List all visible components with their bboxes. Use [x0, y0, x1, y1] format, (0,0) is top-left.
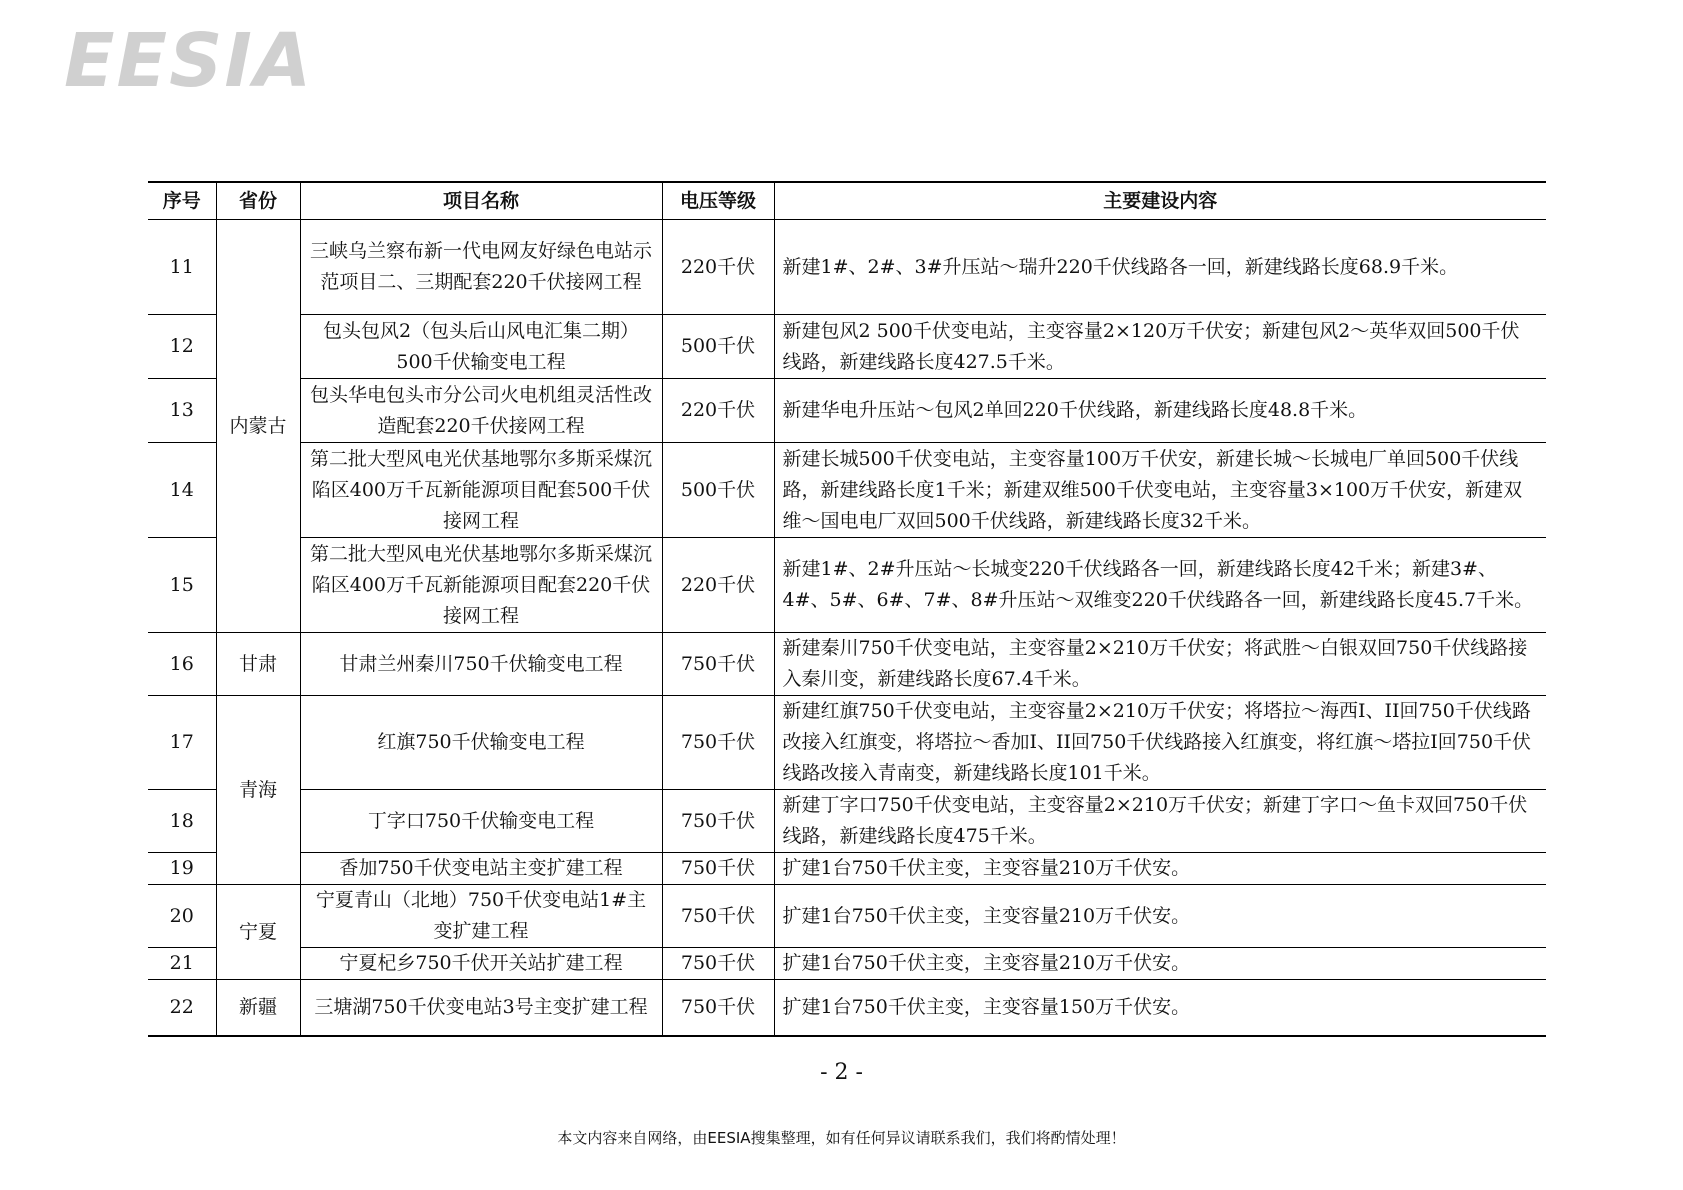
construction-content: 扩建1台750千伏主变，主变容量210万千伏安。	[774, 885, 1546, 948]
row-no: 21	[148, 948, 216, 980]
construction-content: 新建1#、2#升压站～长城变220千伏线路各一回，新建线路长度42千米；新建3#、4#、5#、6#、7#、8#升压站～双维变220千伏线路各一回，新建线路长度45.7千米。	[774, 538, 1546, 633]
header-project-name: 项目名称	[300, 182, 662, 220]
project-name: 包头华电包头市分公司火电机组灵活性改造配套220千伏接网工程	[300, 379, 662, 443]
province-cell: 宁夏	[216, 885, 300, 980]
row-no: 13	[148, 379, 216, 443]
row-no: 19	[148, 853, 216, 885]
page-number: - 2 -	[820, 1060, 863, 1085]
table-row	[148, 948, 1546, 980]
table-row	[148, 443, 1546, 538]
construction-content: 新建长城500千伏变电站，主变容量100万千伏安，新建长城～长城电厂单回500千伏线路，新建线路长度1千米；新建双维500千伏变电站，主变容量3×100万千伏安，新建双维～国电电厂双回500千伏线路，新建线路长度32千米。	[774, 443, 1546, 538]
construction-content: 扩建1台750千伏主变，主变容量210万千伏安。	[774, 948, 1546, 980]
table-row	[148, 885, 1546, 948]
project-name: 第二批大型风电光伏基地鄂尔多斯采煤沉陷区400万千瓦新能源项目配套220千伏接网工程	[300, 538, 662, 633]
table-row	[148, 790, 1546, 853]
construction-content: 新建华电升压站～包风2单回220千伏线路，新建线路长度48.8千米。	[774, 379, 1546, 443]
voltage-level: 220千伏	[662, 538, 774, 633]
row-no: 16	[148, 633, 216, 696]
row-no: 18	[148, 790, 216, 853]
table-row	[148, 980, 1546, 1036]
table-row	[148, 853, 1546, 885]
table-row	[148, 220, 1546, 315]
voltage-level: 750千伏	[662, 853, 774, 885]
project-name: 第二批大型风电光伏基地鄂尔多斯采煤沉陷区400万千瓦新能源项目配套500千伏接网工程	[300, 443, 662, 538]
province-cell: 内蒙古	[216, 220, 300, 633]
row-no: 17	[148, 696, 216, 790]
table-row	[148, 538, 1546, 633]
project-name: 包头包风2（包头后山风电汇集二期）500千伏输变电工程	[300, 315, 662, 379]
project-name: 香加750千伏变电站主变扩建工程	[300, 853, 662, 885]
header-province: 省份	[216, 182, 300, 220]
table-row	[148, 379, 1546, 443]
voltage-level: 750千伏	[662, 696, 774, 790]
row-no: 20	[148, 885, 216, 948]
construction-content: 新建红旗750千伏变电站，主变容量2×210万千伏安；将塔拉～海西I、II回750千伏线路改接入红旗变，将塔拉～香加I、II回750千伏线路接入红旗变，将红旗～塔拉I回750千伏线路改接入青南变，新建线路长度101千米。	[774, 696, 1546, 790]
construction-content: 新建包风2 500千伏变电站，主变容量2×120万千伏安；新建包风2～英华双回500千伏线路，新建线路长度427.5千米。	[774, 315, 1546, 379]
construction-content: 扩建1台750千伏主变，主变容量210万千伏安。	[774, 853, 1546, 885]
table-row	[148, 315, 1546, 379]
voltage-level: 500千伏	[662, 315, 774, 379]
table-row	[148, 633, 1546, 696]
table-header-row	[148, 182, 1546, 220]
project-name: 宁夏青山（北地）750千伏变电站1#主变扩建工程	[300, 885, 662, 948]
header-no: 序号	[148, 182, 216, 220]
footer-note: 本文内容来自网络，由EESIA搜集整理，如有任何异议请联系我们，我们将酌情处理！	[557, 1129, 1126, 1147]
voltage-level: 500千伏	[662, 443, 774, 538]
project-name: 宁夏杞乡750千伏开关站扩建工程	[300, 948, 662, 980]
row-no: 14	[148, 443, 216, 538]
table-row	[148, 696, 1546, 790]
province-cell: 甘肃	[216, 633, 300, 696]
header-voltage: 电压等级	[662, 182, 774, 220]
project-name: 三峡乌兰察布新一代电网友好绿色电站示范项目二、三期配套220千伏接网工程	[300, 220, 662, 315]
project-name: 甘肃兰州秦川750千伏输变电工程	[300, 633, 662, 696]
construction-content: 新建秦川750千伏变电站，主变容量2×210万千伏安；将武胜～白银双回750千伏线路接入秦川变，新建线路长度67.4千米。	[774, 633, 1546, 696]
project-name: 丁字口750千伏输变电工程	[300, 790, 662, 853]
province-cell: 新疆	[216, 980, 300, 1036]
voltage-level: 750千伏	[662, 885, 774, 948]
province-cell: 青海	[216, 696, 300, 885]
construction-content: 新建1#、2#、3#升压站～瑞升220千伏线路各一回，新建线路长度68.9千米。	[774, 220, 1546, 315]
project-table	[148, 181, 1546, 1037]
construction-content: 新建丁字口750千伏变电站，主变容量2×210万千伏安；新建丁字口～鱼卡双回750千伏线路，新建线路长度475千米。	[774, 790, 1546, 853]
voltage-level: 750千伏	[662, 980, 774, 1036]
header-content: 主要建设内容	[774, 182, 1546, 220]
voltage-level: 750千伏	[662, 633, 774, 696]
voltage-level: 750千伏	[662, 790, 774, 853]
row-no: 22	[148, 980, 216, 1036]
row-no: 11	[148, 220, 216, 315]
project-name: 红旗750千伏输变电工程	[300, 696, 662, 790]
voltage-level: 750千伏	[662, 948, 774, 980]
row-no: 12	[148, 315, 216, 379]
row-no: 15	[148, 538, 216, 633]
project-name: 三塘湖750千伏变电站3号主变扩建工程	[300, 980, 662, 1036]
voltage-level: 220千伏	[662, 379, 774, 443]
eesia-logo: EESIA	[64, 18, 314, 104]
voltage-level: 220千伏	[662, 220, 774, 315]
construction-content: 扩建1台750千伏主变，主变容量150万千伏安。	[774, 980, 1546, 1036]
